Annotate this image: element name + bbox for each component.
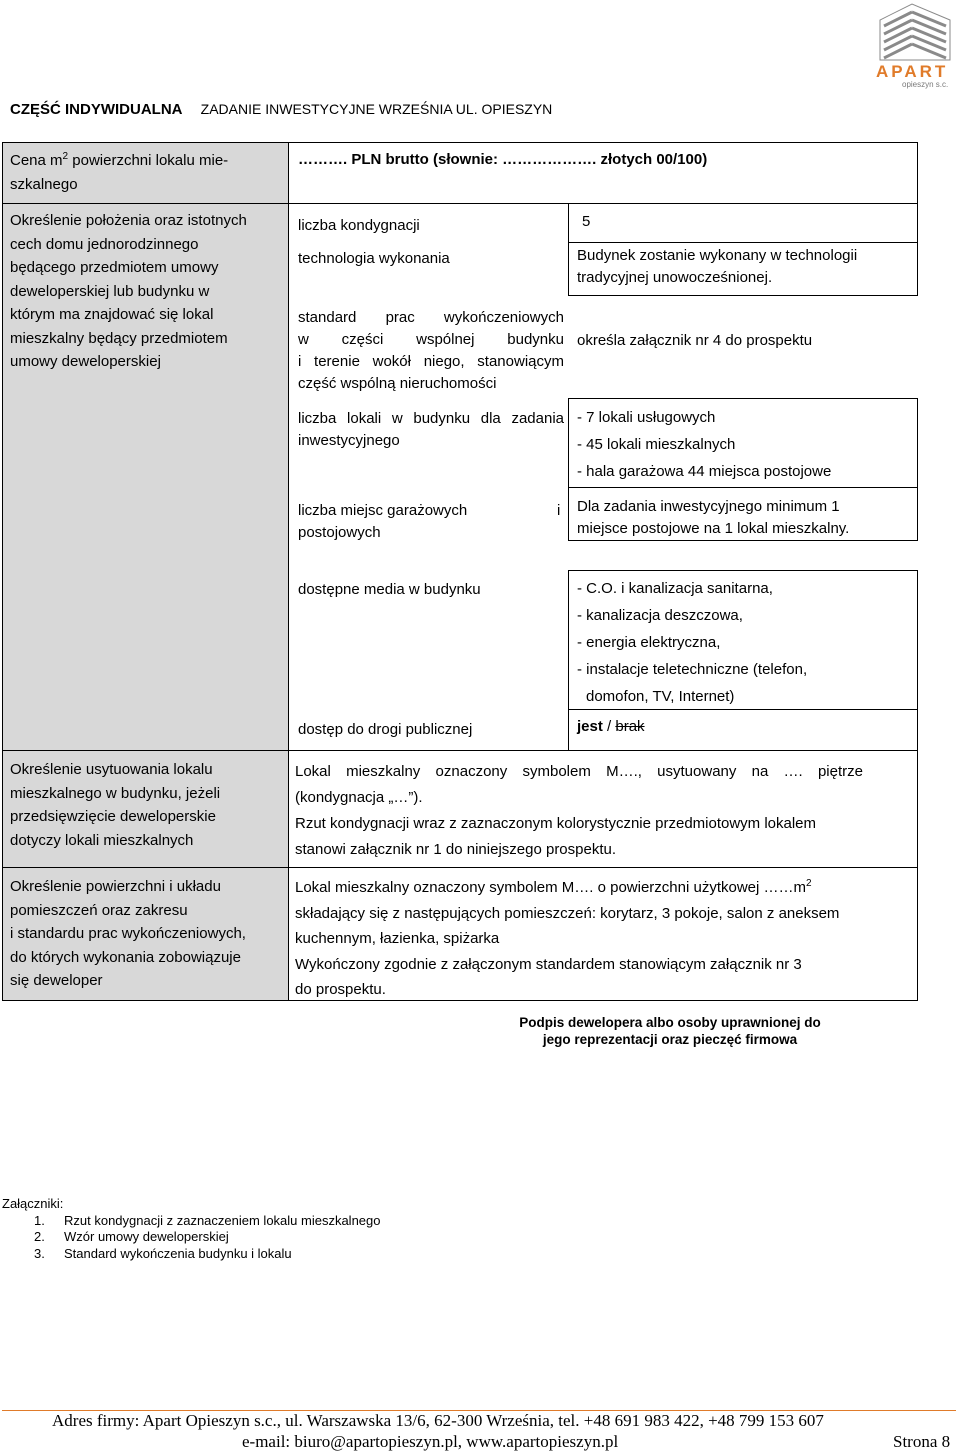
situation-value-cell xyxy=(288,750,918,868)
area-label-cell: Określenie powierzchni i układu pomieszczeń oraz zakresu i standardu prac wykończeniowych, do których wykonania zobowiązuje się deweloper xyxy=(2,867,289,1001)
attachments xyxy=(2,1196,381,1262)
location-label-line: którym ma znajdować się lokal xyxy=(10,306,214,323)
road-label: dostęp do drogi publicznej xyxy=(298,721,473,738)
page-heading xyxy=(10,101,552,118)
price-label: Cena $m^2$ powierzchni lokalu mie- xyxy=(10,151,229,169)
heading-sub: ZADANIE INWESTYCYJNE WRZEŚNIA UL. OPIESZYN xyxy=(200,101,553,117)
area-value: Lokal mieszkalny oznaczony symbolem M…. o powierzchni użytkowej $\dots\dots m^2$ składający się z następujących pomieszczeń: korytarz, 3 pokoje, salon z aneksem kuchennym, łazienka, spiżarka Wykończony zgodnie z załączonym standardem stanowiącym załącznik nr 3 do prospektu. xyxy=(295,878,840,998)
floors-value-cell xyxy=(568,203,918,243)
footer-contact: e-mail: biuro@apartopieszyn.pl, www.apartopieszyn.pl xyxy=(242,1432,619,1451)
technology-value: Budynek zostanie wykonany w technologii tradycyjnej unowocześnionej. xyxy=(577,247,858,286)
road-value: jest / brak xyxy=(577,718,645,735)
heading-main: CZĘŚĆ INDYWIDUALNA xyxy=(10,101,183,118)
media-value: - C.O. i kanalizacja sanitarna, - kanalizacja deszczowa, - energia elektryczna, - instalacje teletechniczne (telefon, domofon, TV, Internet) xyxy=(577,580,808,705)
location-label-line: Określenie położenia oraz istotnych xyxy=(10,212,247,229)
area-value-cell xyxy=(288,867,918,1001)
location-label-line: mieszkalny będący przedmiotem xyxy=(10,329,228,347)
signature-note: Podpis dewelopera albo osoby uprawnionej do jego reprezentacji oraz pieczęć firmowa xyxy=(519,1015,821,1047)
floors-value: 5 xyxy=(582,213,591,230)
footer-address: Adres firmy: Apart Opieszyn s.c., ul. Warszawska 13/6, 62-300 Września, tel. +48 691 983 422, +48 799 153 607 xyxy=(52,1411,824,1430)
situation-value: Lokal mieszkalny oznaczony symbolem M…., usytuowany na …. piętrze (kondygnacja „…”). Rzut kondygnacji wraz z zaznaczonym kolorystycznie przedmiotowym lokalem stanowi załącznik nr 1 do niniejszego prospektu. xyxy=(295,763,863,858)
attachment-item: 2. Wzór umowy deweloperskiej xyxy=(34,1229,229,1244)
units-label: liczba lokali w budynku dla zadania inwestycyjnego xyxy=(298,410,564,449)
page-number: Strona 8 xyxy=(893,1432,951,1451)
parking-label: liczba miejsc garażowych postojowych xyxy=(298,502,468,541)
price-label-cell xyxy=(2,142,289,204)
parking-value: Dla zadania inwestycyjnego minimum 1 miejsce postojowe na 1 lokal mieszkalny. xyxy=(577,498,850,537)
standard-value: określa załącznik nr 4 do prospektu xyxy=(577,332,813,349)
logo-brand: APART xyxy=(876,62,949,81)
standard-label: standard prac wykończeniowych w części wspólnej budynku i terenie wokół niego, stanowiącym część wspólną nieruchomości xyxy=(298,309,564,392)
road-value-no: brak xyxy=(615,718,645,735)
location-label-line: deweloperskiej lub budynku w xyxy=(10,282,210,300)
situation-label-cell: Określenie usytuowania lokalu mieszkalnego w budynku, jeżeli przedsięwzięcie deweloperskie dotyczy lokali mieszkalnych xyxy=(2,750,289,868)
parking-label-conjunction: i xyxy=(557,502,561,519)
attachment-item: 3. Standard wykończenia budynku i lokalu xyxy=(34,1245,292,1261)
media-label: dostępne media w budynku xyxy=(298,581,481,598)
units-value: - 7 lokali usługowych - 45 lokali mieszkalnych - hala garażowa 44 miejsca postojowe xyxy=(577,409,832,480)
company-logo xyxy=(872,2,958,92)
attachments-title: Załączniki: xyxy=(2,1196,64,1211)
location-label-cell xyxy=(2,203,289,751)
technology-label: technologia wykonania xyxy=(298,250,450,267)
location-label-line: będącego przedmiotem umowy xyxy=(10,259,219,276)
price-value-cell xyxy=(288,142,918,204)
location-label-line: cech domu jednorodzinnego xyxy=(10,235,199,253)
attachment-item: 1. Rzut kondygnacji z zaznaczeniem lokalu mieszkalnego xyxy=(34,1212,381,1228)
logo-subtitle: opieszyn s.c. xyxy=(902,80,949,89)
price-label-line2: szkalnego xyxy=(10,175,78,193)
road-value-yes: jest xyxy=(577,718,603,735)
floors-label: liczba kondygnacji xyxy=(298,217,420,234)
location-label-line: umowy deweloperskiej xyxy=(10,353,161,370)
price-value: ………. PLN brutto (słownie: ………………. złotych 00/100) xyxy=(298,151,708,168)
